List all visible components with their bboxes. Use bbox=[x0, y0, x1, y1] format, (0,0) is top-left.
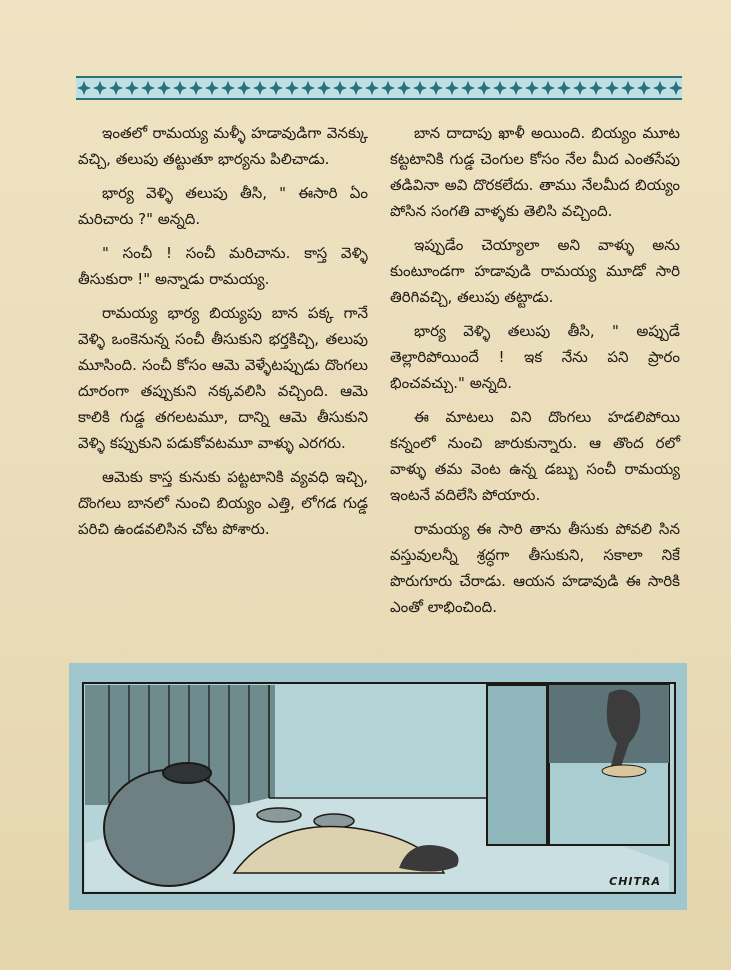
decorative-border bbox=[76, 76, 682, 100]
border-star bbox=[557, 81, 571, 95]
border-star bbox=[285, 81, 299, 95]
pot-mouth bbox=[163, 763, 211, 783]
lid bbox=[257, 808, 301, 822]
border-star bbox=[525, 81, 539, 95]
border-star bbox=[637, 81, 651, 95]
border-star bbox=[509, 81, 523, 95]
border-star bbox=[109, 81, 123, 95]
border-star bbox=[621, 81, 635, 95]
border-star bbox=[669, 81, 682, 95]
border-star bbox=[125, 81, 139, 95]
border-star bbox=[173, 81, 187, 95]
border-star bbox=[605, 81, 619, 95]
border-star bbox=[573, 81, 587, 95]
border-star bbox=[93, 81, 107, 95]
story-column-right bbox=[390, 120, 680, 628]
story-illustration bbox=[69, 663, 687, 910]
paragraph: భార్య వెళ్ళి తలుపు తీసి, " ఈసారి ఏం మరిచారు ?" అన్నది. bbox=[78, 184, 368, 228]
border-star bbox=[397, 81, 411, 95]
border-star bbox=[157, 81, 171, 95]
paragraph: ఇంతలో రామయ్య మళ్ళీ హడావుడిగా వెనక్కు వచ్చి, తలుపు తట్టుతూ భార్యను పిలిచాడు. bbox=[78, 124, 368, 168]
border-star bbox=[445, 81, 459, 95]
border-star bbox=[77, 81, 91, 95]
door bbox=[487, 685, 547, 845]
bundle bbox=[602, 765, 646, 777]
border-star bbox=[269, 81, 283, 95]
paragraph: ఆమెకు కాస్త కునుకు పట్టటానికి వ్యవధి ఇచ్చి, దొంగలు బానలో నుంచి బియ్యం ఎత్తి, లోగడ గుడ్డ పరిచి ఉండవలిసిన చోట పోశారు. bbox=[78, 468, 368, 538]
paragraph: ఈ మాటలు విని దొంగలు హడలిపోయి కన్నంలో నుంచి జారుకున్నారు. ఆ తొంద రలో వాళ్ళు తమ వెంట ఉన్న డబ్బు సంచీ రామయ్య ఇంటనే వదిలేసి పోయారు. bbox=[390, 408, 680, 504]
border-star bbox=[493, 81, 507, 95]
border-star bbox=[205, 81, 219, 95]
border-star bbox=[381, 81, 395, 95]
artist-signature: CHITRA bbox=[609, 875, 661, 888]
border-star bbox=[365, 81, 379, 95]
border-star bbox=[461, 81, 475, 95]
star-pattern-icon bbox=[76, 78, 682, 98]
border-star bbox=[333, 81, 347, 95]
paragraph: " సంచీ ! సంచీ మరిచాను. కాస్త వెళ్ళి తీసుకురా !" అన్నాడు రామయ్య. bbox=[78, 244, 368, 288]
paragraph: భార్య వెళ్ళి తలుపు తీసి, " అప్పుడే తెల్లారిపోయిందే ! ఇక నేను పని ప్రారం భించవచ్చు." అన్నది. bbox=[390, 322, 680, 392]
paragraph: ఇప్పుడేం చెయ్యాలా అని వాళ్ళు అను కుంటూండగా హడావుడి రామయ్య మూడో సారి తిరిగివచ్చి, తలుపు తట్టాడు. bbox=[390, 236, 680, 306]
paragraph: రామయ్య ఈ సారి తాను తీసుకు పోవలి సిన వస్తువులన్నీ శ్రద్ధగా తీసుకుని, సకాలా నికే పొరుగూరు చేరాడు. ఆయన హడావుడి ఈ సారికి ఎంతో లాభించింది. bbox=[390, 520, 680, 616]
border-star bbox=[413, 81, 427, 95]
border-star bbox=[349, 81, 363, 95]
border-star bbox=[541, 81, 555, 95]
border-star bbox=[237, 81, 251, 95]
border-star bbox=[653, 81, 667, 95]
paragraph: రామయ్య భార్య బియ్యపు బాన పక్క గానే వెళ్ళి ఒంకెనున్న సంచీ తీసుకుని భర్తకిచ్చి, తలుపు మూసింది. సంచీ కోసం ఆమె వెళ్ళేటప్పుడు దొంగలు దూరంగా తప్పుకుని నక్కవలిసి వచ్చింది. ఆమె కాలికి గుడ్డ తగలటమూ, దాన్ని ఆమె తీసుకుని వెళ్ళి కప్పుకుని పడుకోవటమూ వాళ్ళు ఎరగరు. bbox=[78, 304, 368, 452]
border-star bbox=[253, 81, 267, 95]
rice-pot bbox=[104, 770, 234, 886]
border-star bbox=[589, 81, 603, 95]
border-star bbox=[141, 81, 155, 95]
border-star bbox=[317, 81, 331, 95]
border-star bbox=[189, 81, 203, 95]
paragraph: బాన దాదాపు ఖాళీ అయింది. బియ్యం మూట కట్టటానికి గుడ్డ చెంగుల కోసం నేల మీద ఎంతసేపు తడివినా అవి దొరకలేదు. తాము నేలమీద బియ్యం పోసిన సంగతి వాళ్ళకు తెలిసి వచ్చింది. bbox=[390, 124, 680, 220]
story-column-left bbox=[78, 120, 368, 550]
room-scene-illustration bbox=[69, 663, 687, 910]
border-star bbox=[301, 81, 315, 95]
border-star bbox=[477, 81, 491, 95]
border-star bbox=[429, 81, 443, 95]
border-star bbox=[221, 81, 235, 95]
